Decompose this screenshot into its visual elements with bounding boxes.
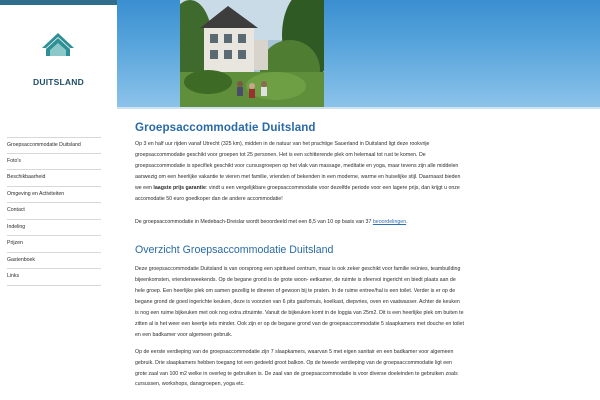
nav-item-beschikbaarheid[interactable]: Beschikbaarheid bbox=[7, 170, 101, 187]
header-photo bbox=[180, 0, 324, 107]
nav-item-fotos[interactable]: Foto's bbox=[7, 154, 101, 171]
nav-item-prijzen[interactable]: Prijzen bbox=[7, 236, 101, 253]
intro-paragraph bbox=[135, 139, 465, 204]
nav-item-links[interactable]: Links bbox=[7, 269, 101, 286]
house-icon bbox=[40, 31, 76, 57]
intro-text-2: : vindt u een vergelijkbare groepsaccommodatie voor dezelfde periode voor een lagere prijs, dan krijgt u onze accomodatie 50 euro goedkoper dan de andere accommodatie! bbox=[135, 184, 460, 202]
rating-paragraph bbox=[135, 217, 465, 228]
reviews-link[interactable]: beoordelingen bbox=[372, 219, 407, 226]
header-divider bbox=[117, 107, 600, 109]
site-name: DUITSLAND bbox=[33, 77, 84, 87]
intro-text-1: Op 3 en half uur rijden vanaf Utrecht (325 km), midden in de natuur van het prachtige Sauerland in Duitsland ligt deze rookvrije groepsaccommodatie geschikt voor groepen tot 25 personen. Het is een schitterende plek om helemaal tot rust te komen. De groepsaccommodatie is specifiek geschikt voor cursusgroepen op het vlak van massage, meditatie en yoga, maar tevens zijn alle middelen aanwezig om een heerlijke vakantie te vieren met familie, vrienden of bekenden in een moderne, warme en huiselijke stijl. Daarnaast bieden we een bbox=[135, 141, 461, 191]
nav-item-indeling[interactable]: Indeling bbox=[7, 220, 101, 237]
rating-text: De groepsaccommodatie in Medebach-Dreislar wordt beoordeeld met een 8,5 van 10 op basis van 37 bbox=[135, 219, 372, 226]
section-subtitle: Overzicht Groepsaccommodatie Duitsland bbox=[135, 244, 334, 257]
overview-paragraph-1: Deze groepsaccommodatie Duitsland is van oorsprong een spiritueel centrum, maar is ook zeker geschikt voor familie reünies, teambuilding bijeenkomsten, vriendenweekends. Op de begane grond is de grote woon- eetkamer, de ruimte is sfeervol ingericht en biedt plaats aan de hele groep. Een heerlijke plek om samen gezellig te dineren of gewoon bij te praten. In de ruime entree/hal is een toilet. Verder is er op de begane grond de goed ingerichte keuken, deze is voorzien van 6 pits gasfornuis, koelkast, diepvries, oven en vaatwasser. Achter de keuken is nog een ruime bijkeuken met ook nog extra zitruimte. Vanuit de bijkeuken komt in de loggia van 25m2. Dit is een heerlijke plek om buiten te zitten al is het weer een keertje iets minder. Ook zijn er op de begane grond van de groepsaccommodatie 5 slaapkamers met douche en toilet en een badkamer voor algemeen gebruik. bbox=[135, 266, 464, 338]
nav-item-omgeving[interactable]: Omgeving en Activiteiten bbox=[7, 187, 101, 204]
nav-item-contact[interactable]: Contact bbox=[7, 203, 101, 220]
logo[interactable] bbox=[0, 5, 117, 107]
rating-end: . bbox=[406, 219, 408, 226]
nav-item-groepsaccommodatie[interactable]: Groepsaccommodatie Duitsland bbox=[7, 137, 101, 154]
overview-paragraph-2: Op de eerste verdieping van de groepsaccommodatie zijn 7 slaapkamers, waarvan 5 met eigen sanitair en een badkamer voor algemeen gebruik. Drie slaapkamers hebben toegang tot een gedeeld groot balkon. Op de tweede verdieping van de groepsaccommodatie ligt een grote zaal van 100 m2 welke in overleg te gebruiken is. De zaal van de groepsaccommodatie is voor diverse doeleinden te gebruiken zoals cursussen, workshops, dansgroepen, yoga etc. bbox=[135, 348, 458, 388]
lowest-price-guarantee: laagste prijs garantie bbox=[153, 184, 206, 191]
sidebar bbox=[0, 0, 117, 400]
page-title: Groepsaccommodatie Duitsland bbox=[135, 121, 316, 134]
main-content bbox=[135, 121, 465, 390]
nav-item-gastenboek[interactable]: Gastenboek bbox=[7, 253, 101, 270]
header-banner bbox=[117, 0, 600, 107]
main-navigation bbox=[7, 137, 101, 286]
